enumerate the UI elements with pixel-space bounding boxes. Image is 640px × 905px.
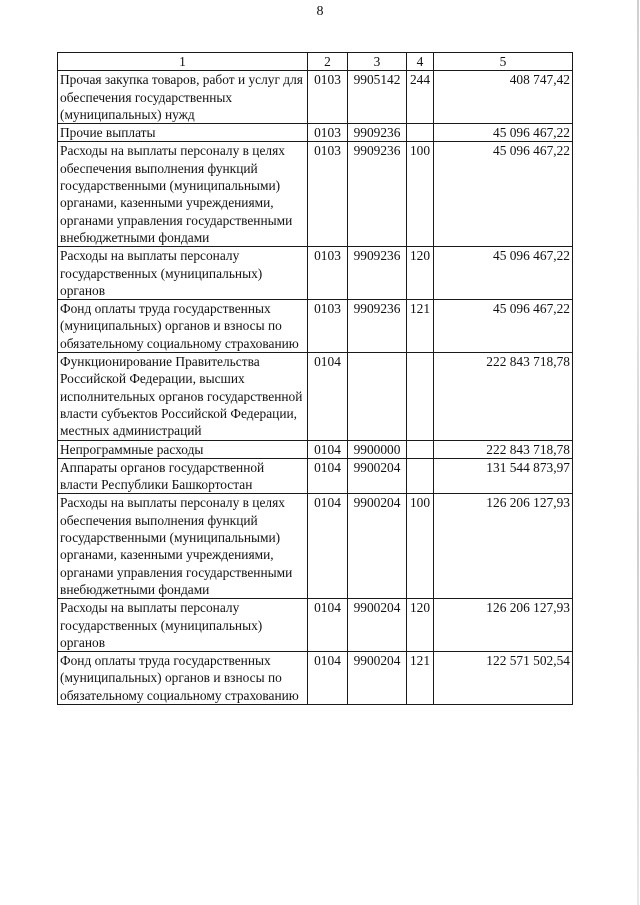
header-row: [58, 53, 573, 71]
table-row: [58, 353, 573, 440]
article-code: 9909236: [348, 142, 407, 247]
expense-type-code: [407, 353, 434, 440]
amount: 45 096 467,22: [434, 124, 573, 142]
section-code: 0104: [308, 353, 348, 440]
table-row: [58, 142, 573, 247]
section-code: 0103: [308, 71, 348, 124]
expense-name: Непрограммные расходы: [58, 440, 308, 458]
table-row: [58, 300, 573, 353]
section-code: 0104: [308, 440, 348, 458]
table-row: [58, 71, 573, 124]
section-code: 0103: [308, 142, 348, 247]
section-code: 0104: [308, 458, 348, 494]
article-code: 9900204: [348, 599, 407, 652]
article-code: 9909236: [348, 300, 407, 353]
section-code: 0104: [308, 494, 348, 599]
expense-type-code: [407, 124, 434, 142]
article-code: 9909236: [348, 247, 407, 300]
expense-name: Расходы на выплаты персоналу в целях обеспечения выполнения функций государственными (муниципальными) органами, казенными учреждениями, органами управления государственными внебюджетными фондами: [58, 494, 308, 599]
column-header-3: 3: [348, 53, 407, 71]
expense-name: Расходы на выплаты персоналу государственных (муниципальных) органов: [58, 599, 308, 652]
table-row: [58, 652, 573, 705]
expense-type-code: 100: [407, 142, 434, 247]
column-header-2: 2: [308, 53, 348, 71]
expense-name: Фонд оплаты труда государственных (муниципальных) органов и взносы по обязательному социальному страхованию: [58, 652, 308, 705]
expense-name: Прочая закупка товаров, работ и услуг для обеспечения государственных (муниципальных) нужд: [58, 71, 308, 124]
amount: 45 096 467,22: [434, 300, 573, 353]
article-code: 9905142: [348, 71, 407, 124]
amount: 126 206 127,93: [434, 599, 573, 652]
expense-name: Фонд оплаты труда государственных (муниципальных) органов и взносы по обязательному социальному страхованию: [58, 300, 308, 353]
article-code: 9900204: [348, 652, 407, 705]
expense-name: Аппараты органов государственной власти Республики Башкортостан: [58, 458, 308, 494]
expense-name: Прочие выплаты: [58, 124, 308, 142]
expense-name: Расходы на выплаты персоналу в целях обеспечения выполнения функций государственными (муниципальными) органами, казенными учреждениями, органами управления государственными внебюджетными фондами: [58, 142, 308, 247]
section-code: 0103: [308, 247, 348, 300]
section-code: 0104: [308, 599, 348, 652]
article-code: 9909236: [348, 124, 407, 142]
expense-type-code: [407, 440, 434, 458]
article-code: 9900204: [348, 494, 407, 599]
table-row: [58, 247, 573, 300]
expense-name: Функционирование Правительства Российской Федерации, высших исполнительных органов государственной власти субъектов Российской Федерации, местных администраций: [58, 353, 308, 440]
table-row: [58, 494, 573, 599]
section-code: 0103: [308, 124, 348, 142]
amount: 222 843 718,78: [434, 440, 573, 458]
article-code: 9900000: [348, 440, 407, 458]
amount: 222 843 718,78: [434, 353, 573, 440]
page-number: 8: [316, 4, 324, 19]
section-code: 0104: [308, 652, 348, 705]
table-row: [58, 599, 573, 652]
amount: 126 206 127,93: [434, 494, 573, 599]
budget-table: [57, 52, 573, 705]
expense-type-code: 120: [407, 247, 434, 300]
table-row: [58, 440, 573, 458]
scan-edge-shadow: [637, 0, 639, 905]
expense-type-code: 121: [407, 652, 434, 705]
expense-type-code: 244: [407, 71, 434, 124]
amount: 45 096 467,22: [434, 142, 573, 247]
column-header-1: 1: [58, 53, 308, 71]
amount: 408 747,42: [434, 71, 573, 124]
column-header-5: 5: [434, 53, 573, 71]
expense-type-code: 100: [407, 494, 434, 599]
expense-type-code: [407, 458, 434, 494]
table-row: [58, 124, 573, 142]
expense-name: Расходы на выплаты персоналу государственных (муниципальных) органов: [58, 247, 308, 300]
expense-type-code: 121: [407, 300, 434, 353]
expense-type-code: 120: [407, 599, 434, 652]
amount: 45 096 467,22: [434, 247, 573, 300]
column-header-4: 4: [407, 53, 434, 71]
table-row: [58, 458, 573, 494]
article-code: 9900204: [348, 458, 407, 494]
amount: 131 544 873,97: [434, 458, 573, 494]
section-code: 0103: [308, 300, 348, 353]
amount: 122 571 502,54: [434, 652, 573, 705]
article-code: [348, 353, 407, 440]
